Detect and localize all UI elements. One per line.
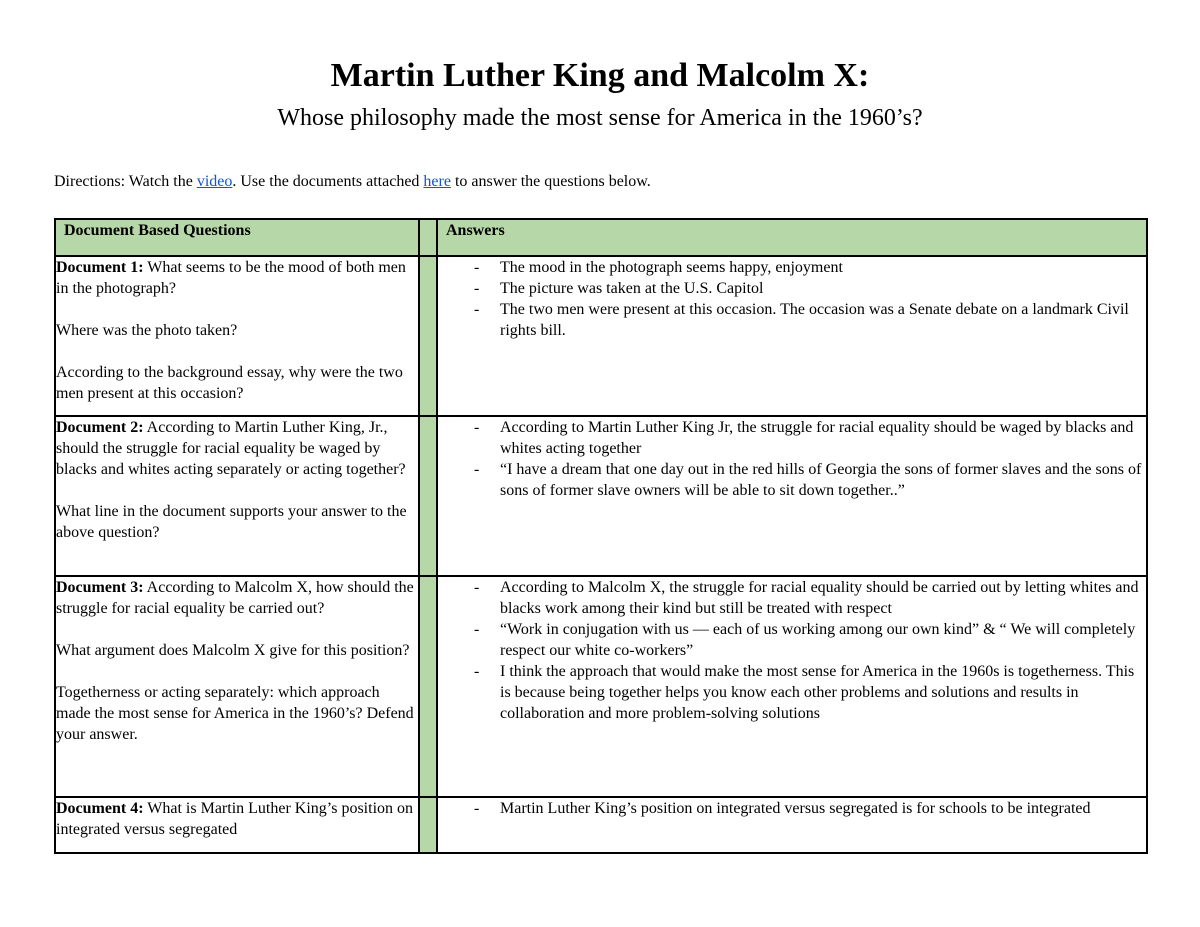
- answer-list: [438, 257, 1146, 341]
- document-label: Document 1:: [56, 259, 144, 276]
- answer-item: - The two men were present at this occasion. The occasion was a Senate debate on a landmark Civil rights bill.: [438, 299, 1146, 341]
- question-cell[interactable]: [55, 416, 419, 576]
- table-row: [55, 416, 1147, 576]
- spacer-column: [419, 797, 437, 853]
- question-line: Where was the photo taken?: [56, 322, 238, 339]
- question-text: According to Martin Luther King, Jr., should the struggle for racial equality be waged by blacks and whites acting separately or acting together?: [56, 419, 406, 478]
- question-line: Togetherness or acting separately: which approach made the most sense for America in the 1960’s? Defend your answer.: [56, 684, 414, 743]
- question-text: What is Martin Luther King’s position on integrated versus segregated: [56, 800, 414, 838]
- answer-item: - According to Malcolm X, the struggle for racial equality should be carried out by letting whites and blacks work among their kind but still be treated with respect: [438, 577, 1146, 619]
- header-answers: Answers: [437, 219, 1147, 256]
- answer-item: - “I have a dream that one day out in the red hills of Georgia the sons of former slaves and the sons of sons of former slave owners will be able to sit down together..”: [438, 459, 1146, 501]
- answer-list: [438, 417, 1146, 501]
- spacer-column: [419, 576, 437, 797]
- directions-prefix: Directions: Watch the: [54, 173, 197, 190]
- header-questions: Document Based Questions: [55, 219, 419, 256]
- table-row: [55, 576, 1147, 797]
- answer-cell[interactable]: [437, 797, 1147, 853]
- document-label: Document 3:: [56, 579, 144, 596]
- answer-cell[interactable]: [437, 576, 1147, 797]
- question-line: [56, 577, 418, 619]
- answer-list: [438, 577, 1146, 724]
- question-line: [56, 257, 418, 299]
- document-label: Document 2:: [56, 419, 144, 436]
- answer-list: [438, 798, 1146, 819]
- spacer-column: [419, 219, 437, 256]
- directions-suffix: to answer the questions below.: [450, 173, 651, 190]
- question-text: According to Malcolm X, how should the struggle for racial equality be carried out?: [56, 579, 414, 617]
- question-line: What line in the document supports your answer to the above question?: [56, 503, 407, 541]
- video-link[interactable]: video: [196, 173, 233, 190]
- question-line: What argument does Malcolm X give for this position?: [56, 642, 410, 659]
- answer-item: - Martin Luther King’s position on integrated versus segregated is for schools to be integrated: [438, 798, 1146, 819]
- answer-cell[interactable]: [437, 256, 1147, 416]
- answer-item: - “Work in conjugation with us — each of us working among our own kind” & “ We will completely respect our white co-workers”: [438, 619, 1146, 661]
- answer-cell[interactable]: [437, 416, 1147, 576]
- table-row: [55, 256, 1147, 416]
- document-label: Document 4:: [56, 800, 144, 817]
- answer-item: - The mood in the photograph seems happy, enjoyment: [438, 257, 1146, 278]
- answer-item: - The picture was taken at the U.S. Capitol: [438, 278, 1146, 299]
- question-cell[interactable]: [55, 576, 419, 797]
- page-subtitle: Whose philosophy made the most sense for America in the 1960’s?: [277, 105, 923, 131]
- question-cell[interactable]: [55, 797, 419, 853]
- spacer-column: [419, 416, 437, 576]
- dbq-table: [54, 218, 1148, 854]
- table-row: [55, 797, 1147, 853]
- question-cell[interactable]: [55, 256, 419, 416]
- question-line: [56, 417, 418, 480]
- page-title: Martin Luther King and Malcolm X:: [330, 57, 870, 94]
- question-line: [56, 798, 418, 840]
- answer-item: - I think the approach that would make the most sense for America in the 1960s is togetherness. This is because being together helps you know each other problems and solutions and results in collaboration and more problem-solving solutions: [438, 661, 1146, 724]
- question-line: According to the background essay, why were the two men present at this occasion?: [56, 364, 403, 402]
- question-text: What seems to be the mood of both men in the photograph?: [56, 259, 406, 297]
- here-link[interactable]: here: [423, 173, 451, 190]
- spacer-column: [419, 256, 437, 416]
- directions-middle: . Use the documents attached: [232, 173, 424, 190]
- table-header-row: [55, 219, 1147, 256]
- answer-item: - According to Martin Luther King Jr, the struggle for racial equality should be waged by blacks and whites acting together: [438, 417, 1146, 459]
- directions-text: [54, 171, 651, 193]
